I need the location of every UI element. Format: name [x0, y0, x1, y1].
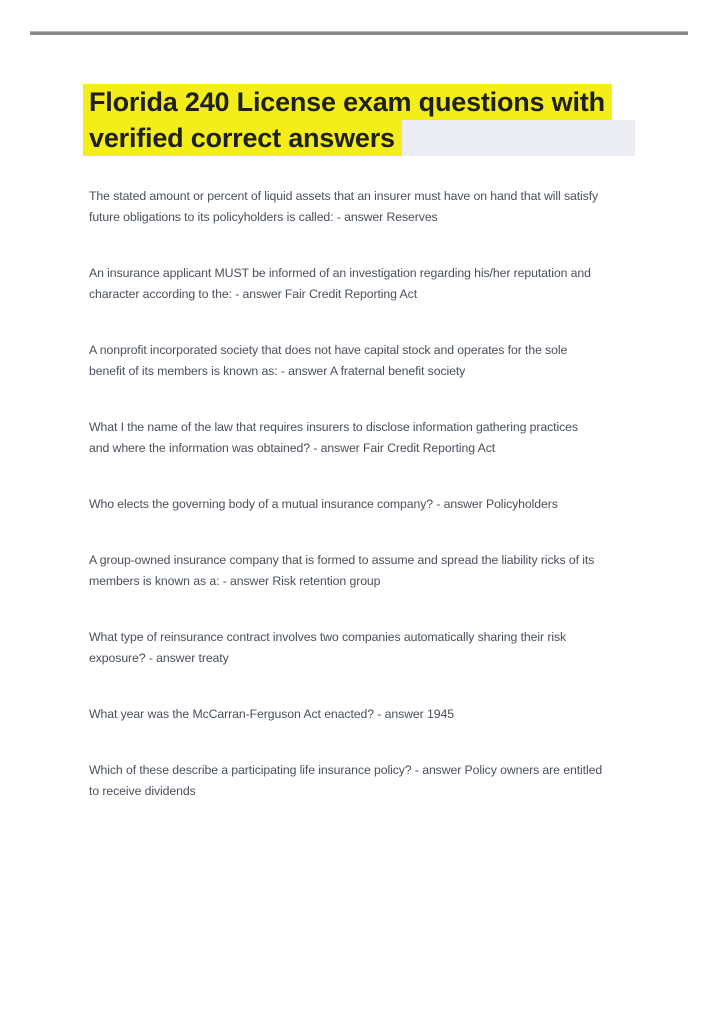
qa-paragraph	[89, 186, 655, 228]
qa-paragraph	[89, 494, 655, 515]
title-text-line-1: Florida 240 License exam questions with	[83, 84, 612, 120]
qa-line: A group-owned insurance company that is formed to assume and spread the liability ricks of its	[89, 553, 595, 567]
qa-line: to receive dividends	[89, 784, 196, 798]
qa-paragraph	[89, 627, 655, 669]
qa-line: benefit of its members is known as: - answer A fraternal benefit society	[89, 364, 466, 378]
qa-paragraph	[89, 760, 655, 802]
qa-line: The stated amount or percent of liquid assets that an insurer must have on hand that will satisfy	[89, 189, 599, 203]
title-highlight-extension	[402, 120, 635, 156]
qa-line: exposure? - answer treaty	[89, 651, 229, 665]
qa-list	[89, 186, 655, 802]
qa-line: A nonprofit incorporated society that does not have capital stock and operates for the sole	[89, 343, 568, 357]
qa-line: members is known as a: - answer Risk retention group	[89, 574, 381, 588]
page-top-border	[30, 31, 688, 35]
qa-line: What type of reinsurance contract involves two companies automatically sharing their risk	[89, 630, 567, 644]
qa-paragraph	[89, 704, 655, 725]
qa-line: future obligations to its policyholders is called: - answer Reserves	[89, 210, 438, 224]
qa-paragraph	[89, 263, 655, 305]
qa-paragraph	[89, 340, 655, 382]
qa-line: Which of these describe a participating life insurance policy? - answer Policy owners are entitled	[89, 763, 603, 777]
qa-line: What year was the McCarran-Ferguson Act enacted? - answer 1945	[89, 707, 454, 721]
qa-line: An insurance applicant MUST be informed of an investigation regarding his/her reputation and	[89, 266, 591, 280]
qa-paragraph	[89, 417, 655, 459]
qa-line: character according to the: - answer Fair Credit Reporting Act	[89, 287, 418, 301]
title-line-2	[83, 120, 655, 156]
page-content	[89, 84, 655, 837]
title-line-1	[83, 84, 655, 120]
qa-line: Who elects the governing body of a mutual insurance company? - answer Policyholders	[89, 497, 558, 511]
page-title	[83, 84, 655, 156]
qa-paragraph	[89, 550, 655, 592]
title-text-line-2: verified correct answers	[83, 120, 402, 156]
qa-line: and where the information was obtained? - answer Fair Credit Reporting Act	[89, 441, 496, 455]
qa-line: What I the name of the law that requires insurers to disclose information gathering practices	[89, 420, 578, 434]
